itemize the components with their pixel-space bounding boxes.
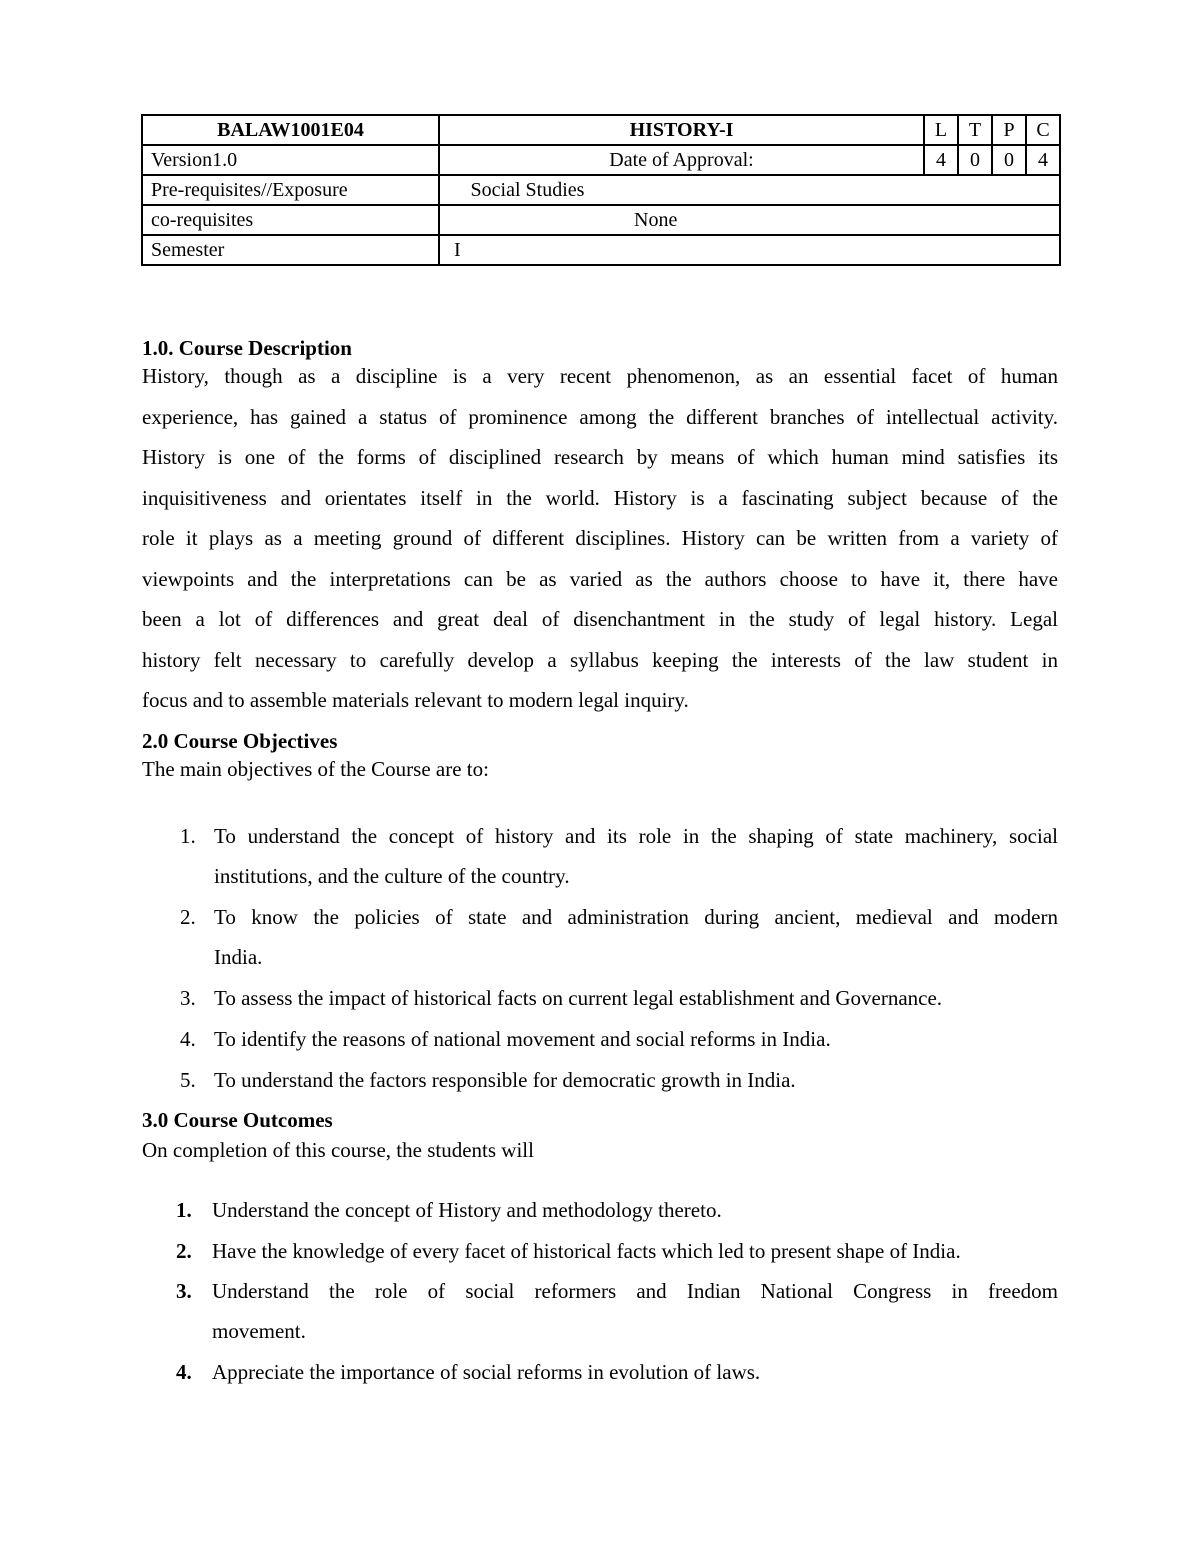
table-row [142,235,1060,265]
list-item-number: 2. [180,905,196,929]
ltpc-value-p: 0 [992,145,1026,175]
course-code: BALAW1001E04 [142,115,439,145]
ltpc-header-l: L [924,115,958,145]
list-item: Understand the role of social reformers and Indian National Congress in freedom [212,1279,1058,1303]
list-item: institutions, and the culture of the country. [214,864,570,888]
list-item: India. [214,945,263,969]
ltpc-value-l: 4 [924,145,958,175]
list-item: To understand the concept of history and its role in the shaping of state machinery, social [214,824,1058,848]
description-line: focus and to assemble materials relevant to modern legal inquiry. [142,688,689,712]
list-item-number: 1. [180,824,196,848]
coreq-value [439,205,1060,235]
table-row [142,205,1060,235]
list-item: To know the policies of state and administration during ancient, medieval and modern [214,905,1058,929]
list-item-number: 1. [176,1198,192,1222]
list-item-number: 5. [180,1068,196,1092]
table-row [142,175,1060,205]
list-item-number: 4. [176,1360,192,1384]
ltpc-header-p: P [992,115,1026,145]
description-line: viewpoints and the interpretations can be as varied as the authors choose to have it, there have [142,567,1058,591]
list-item: To identify the reasons of national movement and social reforms in India. [214,1027,831,1051]
list-item-number: 3. [176,1279,192,1303]
ltpc-header-t: T [958,115,992,145]
outcomes-heading: 3.0 Course Outcomes [142,1108,333,1132]
semester-label: Semester [142,235,439,265]
list-item: To understand the factors responsible for democratic growth in India. [214,1068,796,1092]
list-item: Understand the concept of History and methodology thereto. [212,1198,722,1222]
description-line: inquisitiveness and orientates itself in the world. History is a fascinating subject because of the [142,486,1058,510]
list-item-number: 2. [176,1239,192,1263]
list-item: To assess the impact of historical facts on current legal establishment and Governance. [214,986,943,1010]
approval-label: Date of Approval: [439,145,924,175]
prereq-value-text: Social Studies [470,178,585,201]
prereq-value [439,175,1060,205]
coreq-value-text: None [634,208,678,231]
table-row [142,145,1060,175]
list-item: movement. [212,1319,306,1343]
version-label: Version1.0 [142,145,439,175]
description-line: History, though as a discipline is a very recent phenomenon, as an essential facet of human [142,364,1058,388]
description-heading: 1.0. Course Description [142,336,352,360]
objectives-heading: 2.0 Course Objectives [142,729,338,753]
list-item: Have the knowledge of every facet of historical facts which led to present shape of India. [212,1239,961,1263]
ltpc-value-t: 0 [958,145,992,175]
list-item: Appreciate the importance of social reforms in evolution of laws. [212,1360,761,1384]
course-info-table [141,114,1061,266]
description-line: experience, has gained a status of prominence among the different branches of intellectual activity. [142,405,1058,429]
outcomes-intro: On completion of this course, the students will [142,1138,534,1162]
objectives-intro: The main objectives of the Course are to: [142,757,489,781]
description-line: role it plays as a meeting ground of different disciplines. History can be written from a variety of [142,526,1058,550]
ltpc-value-c: 4 [1026,145,1060,175]
coreq-label: co-requisites [142,205,439,235]
description-line: History is one of the forms of disciplined research by means of which human mind satisfies its [142,445,1058,469]
semester-value: I [439,235,1060,265]
ltpc-header-c: C [1026,115,1060,145]
table-row [142,115,1060,145]
description-line: been a lot of differences and great deal of disenchantment in the study of legal history. Legal [142,607,1058,631]
list-item-number: 4. [180,1027,196,1051]
course-title: HISTORY-I [439,115,924,145]
list-item-number: 3. [180,986,196,1010]
description-line: history felt necessary to carefully develop a syllabus keeping the interests of the law student in [142,648,1058,672]
prereq-label: Pre-requisites//Exposure [142,175,439,205]
